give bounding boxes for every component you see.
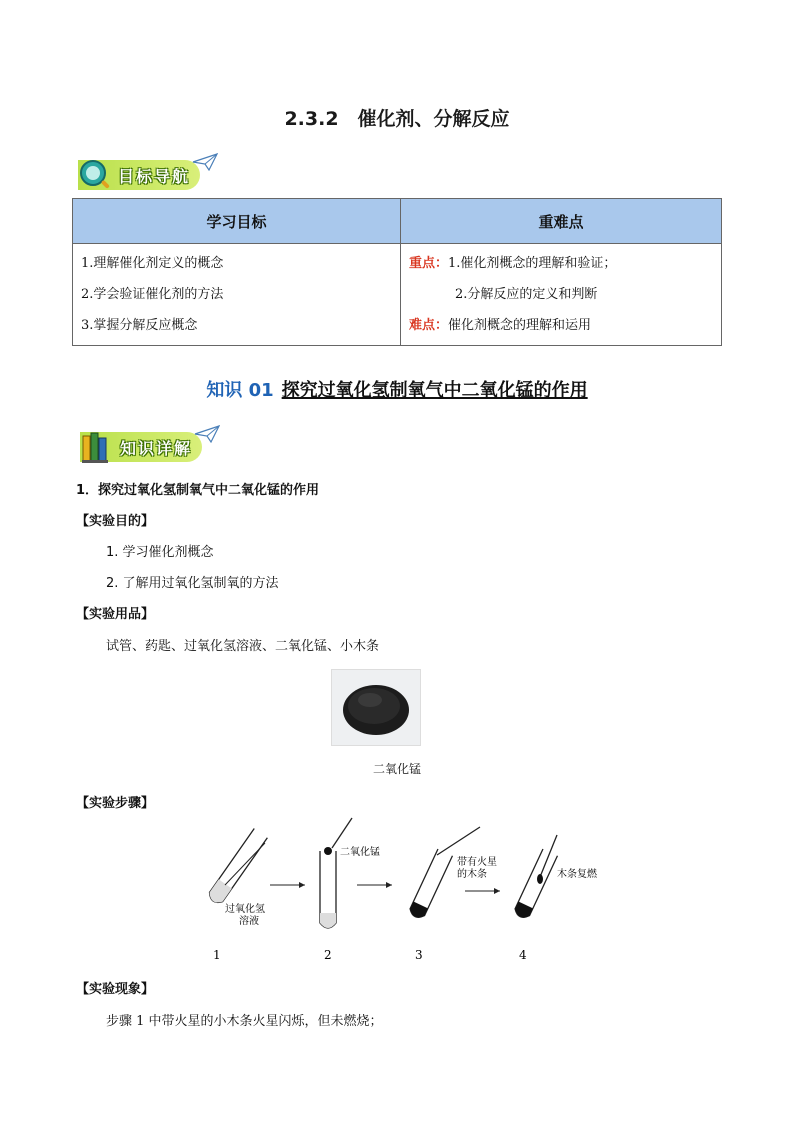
purpose-label: 【实验目的】 [76, 514, 155, 529]
photo-caption: 二氧化锰 [372, 762, 421, 776]
key-point-item: 1.催化剂概念的理解和验证； [448, 256, 617, 271]
goals-header-keypoints: 重难点 [401, 199, 722, 244]
supplies-text: 试管、药匙、过氧化氢溶液、二氧化锰、小木条 [106, 639, 380, 654]
detail-banner [80, 430, 220, 464]
powder-pile-image [332, 670, 420, 745]
experiment-diagram [195, 815, 615, 965]
paper-plane-icon [194, 425, 220, 443]
key-point-row [409, 248, 713, 279]
objectives-cell [73, 244, 401, 346]
arrow-3-head [494, 888, 500, 894]
page-title: 2.3.2 催化剂、分解反应 [284, 108, 510, 130]
detail-banner-label: 知识详解 [80, 432, 202, 462]
arrow-2-head [386, 882, 392, 888]
label-stick: 带有火星 [457, 857, 497, 868]
difficult-point: 催化剂概念的理解和运用 [448, 318, 592, 333]
objective-item: 3.掌握分解反应概念 [81, 318, 198, 333]
steps-label: 【实验步骤】 [76, 796, 155, 811]
purpose-item: 1. 学习催化剂概念 [106, 545, 214, 560]
step-number: 2 [324, 948, 332, 962]
books-icon [80, 430, 114, 464]
difficult-label: 难点： [409, 318, 449, 333]
test-tube-1 [207, 829, 268, 906]
purpose-item: 2. 了解用过氧化氢制氧的方法 [106, 576, 279, 591]
paper-plane-icon [192, 153, 218, 171]
test-tube-4 [513, 835, 558, 920]
section-heading: 1．探究过氧化氢制氧气中二氧化锰的作用 [76, 483, 320, 498]
knowledge-heading [0, 376, 794, 402]
step-number: 3 [415, 948, 423, 962]
step-number: 4 [519, 948, 527, 962]
goals-banner [78, 158, 218, 192]
label-h2o2: 过氧化氢 [225, 904, 265, 915]
goals-table [72, 198, 722, 346]
objective-item: 1.理解催化剂定义的概念 [81, 256, 224, 271]
label-stick-b: 的木条 [457, 869, 487, 880]
key-label: 重点： [409, 256, 449, 271]
mno2-photo [331, 669, 421, 746]
magnifier-icon [78, 158, 112, 192]
label-relight: 木条复燃 [557, 869, 597, 880]
objective-item: 2.学会验证催化剂的方法 [81, 287, 224, 302]
keypoints-cell [401, 244, 722, 346]
arrow-1-head [299, 882, 305, 888]
goals-header-objectives: 学习目标 [73, 199, 401, 244]
label-h2o2-b: 溶液 [239, 916, 259, 927]
step-number: 1 [213, 948, 221, 962]
test-tube-2 [320, 818, 352, 928]
difficult-point-row [409, 310, 713, 341]
key-point-item: 2.分解反应的定义和判断 [455, 287, 598, 302]
goals-banner-label: 目标导航 [78, 160, 200, 190]
knowledge-title: 探究过氧化氢制氧气中二氧化锰的作用 [281, 380, 588, 401]
phenomenon-text: 步骤 1 中带火星的小木条火星闪烁，但未燃烧； [106, 1014, 383, 1029]
label-mno2: 二氧化锰 [340, 847, 380, 858]
knowledge-number: 知识 01 [206, 380, 274, 401]
supplies-label: 【实验用品】 [76, 607, 155, 622]
phenomenon-label: 【实验现象】 [76, 982, 155, 997]
key-point-row [409, 279, 713, 310]
